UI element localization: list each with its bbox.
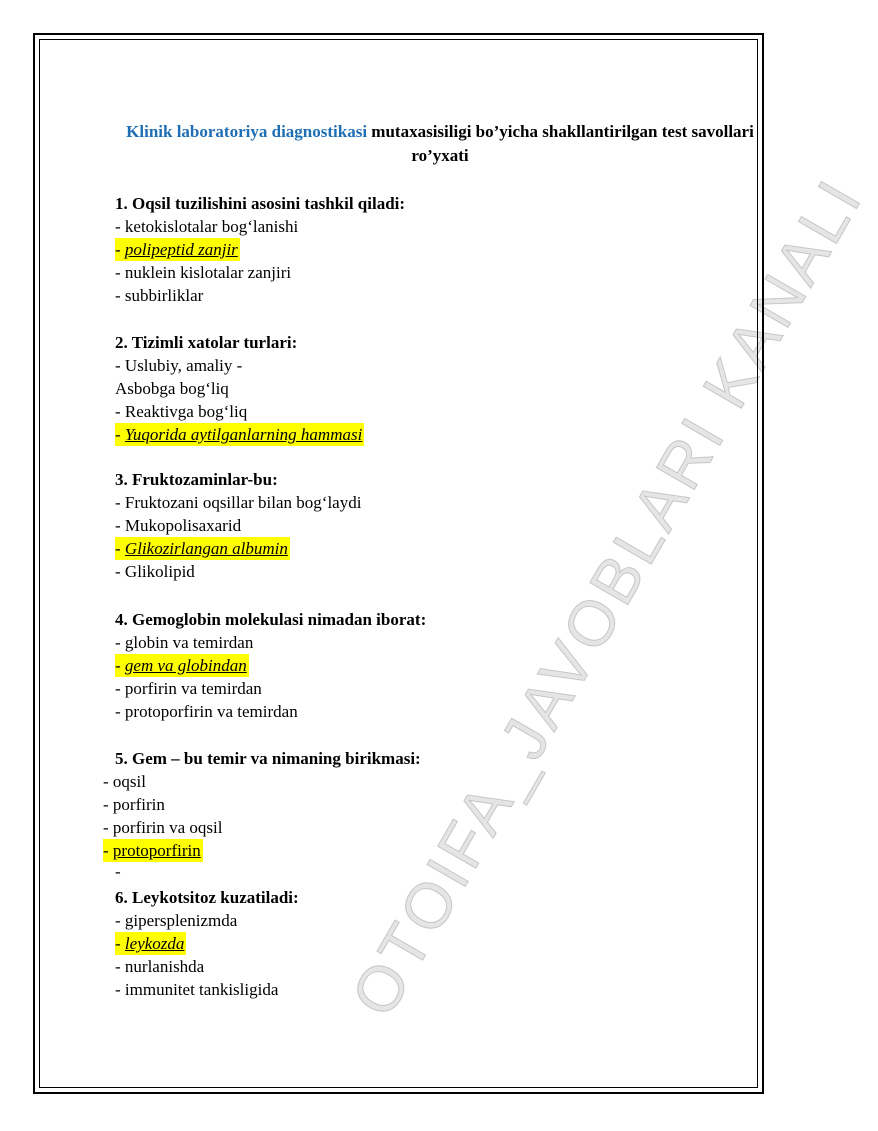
answer-option: - porfirin <box>103 795 165 814</box>
watermark-text: OTOIFA_JAVOBLARI KANALI <box>337 165 877 1029</box>
answer-option-correct <box>115 654 426 677</box>
question-heading: 4. Gemoglobin molekulasi nimadan iborat: <box>115 610 427 629</box>
question-heading: 3. Fruktozaminlar-bu: <box>115 470 278 489</box>
answer-option: - subbirliklar <box>115 286 204 305</box>
answer-option: - porfirin va temirdan <box>115 679 262 698</box>
correct-answer-text: polipeptid zanjir <box>124 240 238 259</box>
answer-option: - oqsil <box>103 772 146 791</box>
option-dash: - <box>115 425 125 444</box>
correct-answer-text: gem va globindan <box>124 656 247 675</box>
question-3 <box>115 468 361 583</box>
option-dash: - <box>115 539 125 558</box>
answer-option: Asbobga bog‘liq <box>115 379 229 398</box>
answer-option: - Mukopolisaxarid <box>115 516 242 535</box>
answer-option-correct <box>103 839 421 862</box>
answer-option-correct <box>115 932 299 955</box>
correct-highlight <box>115 238 240 261</box>
correct-highlight <box>115 654 249 677</box>
answer-option: - porfirin va oqsil <box>103 818 223 837</box>
answer-option: - immunitet tankisligida <box>115 980 279 999</box>
title-rest: mutaxasisiligi bo’yicha shakllantirilgan test savollari ro’yxati <box>367 122 754 165</box>
answer-option: - Uslubiy, amaliy - <box>115 356 243 375</box>
answer-option-correct <box>115 238 405 261</box>
correct-highlight <box>115 423 364 446</box>
answer-option-correct <box>115 423 364 446</box>
correct-highlight <box>115 537 290 560</box>
correct-answer-text: leykozda <box>124 934 185 953</box>
correct-highlight <box>103 839 203 862</box>
answer-option: - gipersplenizmda <box>115 911 238 930</box>
answer-option: - nurlanishda <box>115 957 205 976</box>
question-2 <box>115 331 364 446</box>
correct-answer-text: Glikozirlangan albumin <box>124 539 288 558</box>
question-heading: 1. Oqsil tuzilishini asosini tashkil qiladi: <box>115 194 406 213</box>
correct-answer-text: Yuqorida aytilganlarning hammasi <box>124 425 363 444</box>
answer-option-correct <box>115 537 361 560</box>
answer-option: - ketokislotalar bog‘lanishi <box>115 217 299 236</box>
question-4 <box>115 608 426 723</box>
option-dash: - <box>103 841 113 860</box>
question-1 <box>115 192 405 307</box>
question-heading: 5. Gem – bu temir va nimaning birikmasi: <box>115 749 421 768</box>
question-heading: 2. Tizimli xatolar turlari: <box>115 333 298 352</box>
answer-option: - globin va temirdan <box>115 633 254 652</box>
question-heading: 6. Leykotsitoz kuzatiladi: <box>115 888 299 907</box>
option-dash: - <box>115 656 125 675</box>
answer-option: - Glikolipid <box>115 562 195 581</box>
question-6 <box>115 886 299 1001</box>
question-5 <box>103 747 421 882</box>
stray-dash: - <box>115 862 121 881</box>
document-title <box>100 120 780 168</box>
option-dash: - <box>115 934 125 953</box>
title-accent: Klinik laboratoriya diagnostikasi <box>126 122 368 141</box>
answer-option: - protoporfirin va temirdan <box>115 702 298 721</box>
correct-answer-text: protoporfirin <box>112 841 201 860</box>
correct-highlight <box>115 932 186 955</box>
answer-option: - Reaktivga bog‘liq <box>115 402 248 421</box>
answer-option: - Fruktozani oqsillar bilan bog‘laydi <box>115 493 362 512</box>
answer-option: - nuklein kislotalar zanjiri <box>115 263 292 282</box>
option-dash: - <box>115 240 125 259</box>
